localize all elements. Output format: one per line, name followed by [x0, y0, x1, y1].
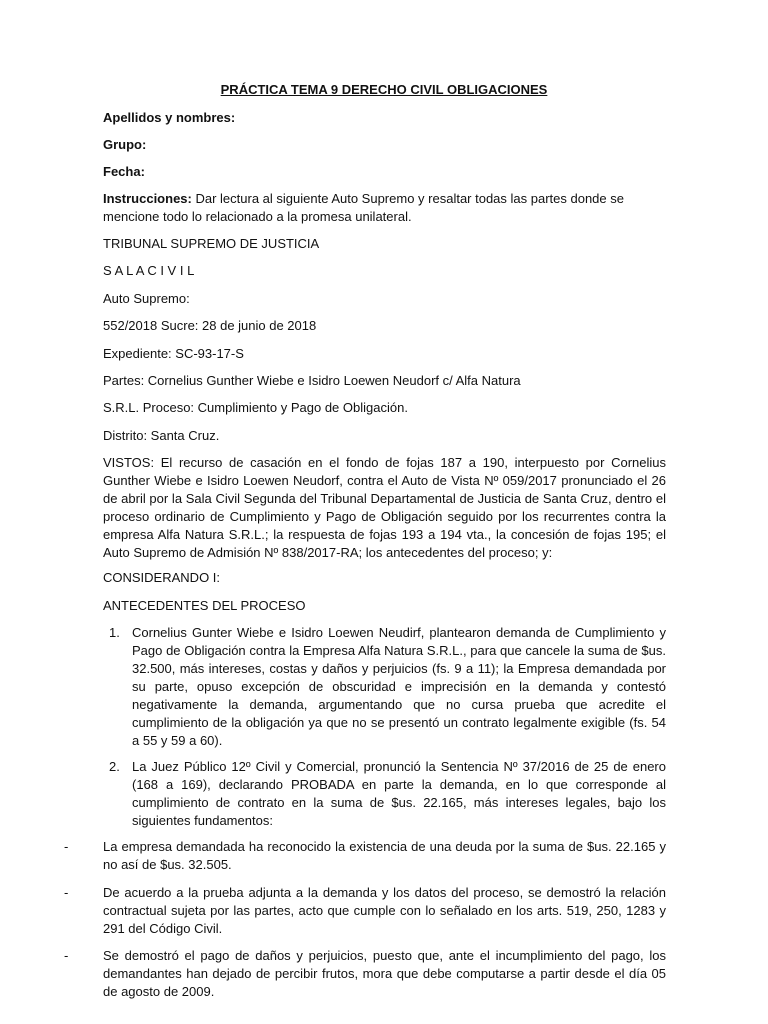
field-grupo: Grupo: [103, 137, 147, 152]
antecedentes-heading: ANTECEDENTES DEL PROCESO [103, 598, 306, 613]
vistos-paragraph: VISTOS: El recurso de casación en el fondo de fojas 187 a 190, interpuesto por Cornelius Gunther Wiebe e Isidro Loewen Neudorf, contra el Auto de Vista Nº 059/2017 pronunciado el 26 de abril por la Sala Civil Segunda del Tribunal Departamental de Justicia de Santa Cruz, dentro el proceso ordinario de Cumplimiento y Pago de Obligación seguido por los recurrentes contra la empresa Alfa Natura S.R.L.; la respuesta de fojas 193 a 194 vta., la concesión de fojas 195; el Auto Supremo de Admisión Nº 838/2017-RA; los antecedentes del proceso; y: [103, 455, 666, 560]
instructions-label: Instrucciones: [103, 191, 192, 206]
field-fecha: Fecha: [103, 164, 145, 179]
auto-number-date: 552/2018 Sucre: 28 de junio de 2018 [103, 318, 317, 333]
bullet-dash: - [64, 839, 69, 854]
bullet-dash: - [64, 885, 69, 900]
partes: Partes: Cornelius Gunther Wiebe e Isidro Loewen Neudorf c/ Alfa Natura [103, 373, 521, 388]
considerando-heading: CONSIDERANDO I: [103, 570, 221, 585]
list-item-number: 1. [109, 625, 120, 640]
instructions-text: Dar lectura al siguiente Auto Supremo y resaltar todas las partes donde se mencione todo lo relacionado a la promesa unilateral. [103, 191, 624, 224]
proceso: S.R.L. Proceso: Cumplimiento y Pago de Obligación. [103, 400, 408, 415]
document-title: PRÁCTICA TEMA 9 DERECHO CIVIL OBLIGACIONES [220, 82, 548, 97]
bullet-text: La empresa demandada ha reconocido la existencia de una deuda por la suma de $us. 22.165 y no así de $us. 32.505. [103, 839, 666, 872]
expediente: Expediente: SC-93-17-S [103, 346, 244, 361]
bullet-text: Se demostró el pago de daños y perjuicios, puesto que, ante el incumplimiento del pago, los demandantes han dejado de percibir frutos, mora que debe computarse a partir desde el día 05 de agosto de 2009. [103, 948, 666, 999]
bullet-text: De acuerdo a la prueba adjunta a la demanda y los datos del proceso, se demostró la relación contractual sujeta por las partes, acto que cumple con lo señalado en los arts. 519, 250, 1283 y 291 del Código Civil. [103, 885, 666, 936]
instructions-paragraph [103, 190, 666, 226]
list-item-number: 2. [109, 759, 120, 774]
list-item-text: La Juez Público 12º Civil y Comercial, pronunció la Sentencia Nº 37/2016 de 25 de enero (168 a 169), declarando PROBADA en parte la demanda, en lo que corresponde al cumplimiento de contrato en la suma de $us. 22.165, más intereses legales, bajo los siguientes fundamentos: [132, 759, 666, 828]
list-item-text: Cornelius Gunter Wiebe e Isidro Loewen Neudirf, plantearon demanda de Cumplimiento y Pago de Obligación contra la Empresa Alfa Natura S.R.L., para que cancele la suma de $us. 32.500, más intereses, costas y daños y perjuicios (fs. 9 a 11); la Empresa demandada por su parte, opuso excepción de obscuridad e imprecisión en la demanda y contestó negativamente la demanda, argumentando que no cursa prueba que acredite el cumplimiento de la obligación ya que no se presentó un contrato legalmente exigible (fs. 54 a 55 y 59 a 60). [132, 625, 666, 748]
chamber-name: S A L A C I V I L [103, 263, 195, 278]
field-apellidos: Apellidos y nombres: [103, 110, 236, 125]
court-name: TRIBUNAL SUPREMO DE JUSTICIA [103, 236, 320, 251]
distrito: Distrito: Santa Cruz. [103, 428, 220, 443]
auto-supremo-label: Auto Supremo: [103, 291, 190, 306]
bullet-dash: - [64, 948, 69, 963]
